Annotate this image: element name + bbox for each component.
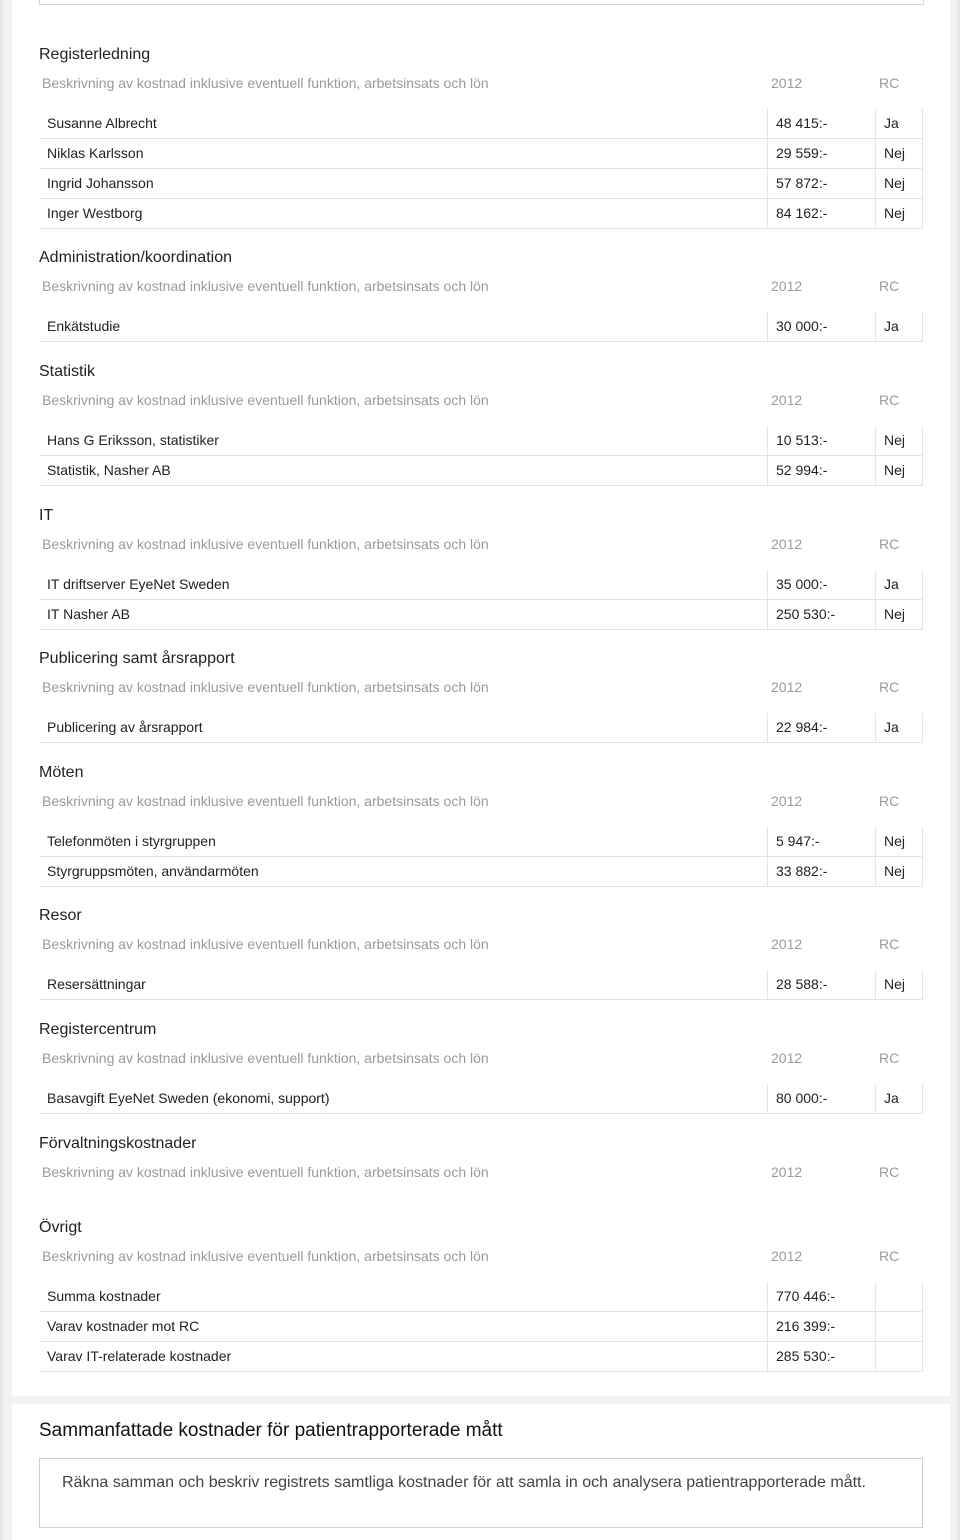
section-title: Publicering samt årsrapport (39, 650, 235, 667)
column-header-description: Beskrivning av kostnad inklusive eventuell funktion, arbetsinsats och lön (42, 679, 489, 695)
cost-rc-flag: Nej (875, 139, 923, 168)
column-header-row (39, 791, 923, 811)
cost-description: Niklas Karlsson (47, 145, 144, 161)
column-header-row (39, 1246, 923, 1266)
section-title: Övrigt (39, 1219, 82, 1236)
section-title: Administration/koordination (39, 249, 232, 266)
column-header-year: 2012 (771, 278, 803, 294)
summary-text: Räkna samman och beskriv registrets samtliga kostnader för att samla in och analysera patientrapporterade mått. (62, 1474, 866, 1491)
cost-amount: 5 947:- (767, 827, 875, 856)
cost-amount: 216 399:- (767, 1312, 875, 1341)
column-header-row (39, 534, 923, 554)
cost-description: Publicering av årsrapport (47, 719, 203, 735)
cost-rc-flag: Nej (875, 827, 923, 856)
cost-rc-flag: Nej (875, 970, 923, 999)
column-header-description: Beskrivning av kostnad inklusive eventuell funktion, arbetsinsats och lön (42, 278, 489, 294)
cost-amount: 33 882:- (767, 857, 875, 886)
cost-rows (39, 827, 923, 887)
column-header-row (39, 73, 923, 93)
cost-rows (39, 109, 923, 229)
cost-description: Summa kostnader (47, 1288, 161, 1304)
column-header-description: Beskrivning av kostnad inklusive eventuell funktion, arbetsinsats och lön (42, 1164, 489, 1180)
column-header-year: 2012 (771, 75, 803, 91)
cost-rc-flag: Nej (875, 600, 923, 629)
cost-section (39, 649, 923, 743)
cost-rows (39, 570, 923, 630)
column-header-rc: RC (879, 392, 900, 408)
column-header-rc: RC (879, 1050, 900, 1066)
column-header-year: 2012 (771, 679, 803, 695)
cost-row (39, 1342, 923, 1372)
cost-description: IT Nasher AB (47, 606, 131, 622)
cost-description: Telefonmöten i styrgruppen (47, 833, 216, 849)
section-title: Förvaltningskostnader (39, 1135, 197, 1152)
cost-amount: 28 588:- (767, 970, 875, 999)
cost-rc-flag: Ja (875, 312, 923, 341)
cost-description: Ingrid Johansson (47, 175, 154, 191)
cost-description: Basavgift EyeNet Sweden (ekonomi, support) (47, 1090, 330, 1106)
cost-amount: 57 872:- (767, 169, 875, 198)
section-title: Registercentrum (39, 1021, 157, 1038)
column-header-rc: RC (879, 278, 900, 294)
cost-rows (39, 312, 923, 342)
column-header-row (39, 1048, 923, 1068)
cost-rc-flag (875, 1342, 923, 1371)
cost-rc-flag: Nej (875, 857, 923, 886)
cost-rc-flag: Ja (875, 570, 923, 599)
cost-amount: 52 994:- (767, 456, 875, 485)
cost-section (39, 506, 923, 630)
cost-amount: 250 530:- (767, 600, 875, 629)
cost-rc-flag: Nej (875, 199, 923, 228)
column-header-rc: RC (879, 1164, 900, 1180)
summary-panel (12, 1404, 950, 1540)
cost-row (39, 1312, 923, 1342)
cost-amount: 10 513:- (767, 426, 875, 455)
cost-amount: 48 415:- (767, 109, 875, 138)
column-header-rc: RC (879, 1248, 900, 1264)
column-header-description: Beskrivning av kostnad inklusive eventuell funktion, arbetsinsats och lön (42, 1050, 489, 1066)
column-header-description: Beskrivning av kostnad inklusive eventuell funktion, arbetsinsats och lön (42, 793, 489, 809)
column-header-description: Beskrivning av kostnad inklusive eventuell funktion, arbetsinsats och lön (42, 536, 489, 552)
cost-panel (12, 0, 950, 1396)
cost-rc-flag (875, 1312, 923, 1341)
cost-section (39, 1134, 923, 1182)
cost-description: Enkätstudie (47, 318, 121, 334)
column-header-description: Beskrivning av kostnad inklusive eventuell funktion, arbetsinsats och lön (42, 75, 489, 91)
column-header-year: 2012 (771, 392, 803, 408)
cost-amount: 80 000:- (767, 1084, 875, 1113)
section-title: Resor (39, 907, 82, 924)
cost-row (39, 312, 923, 342)
cost-row (39, 199, 923, 229)
cost-section (39, 1218, 923, 1372)
cost-description: Styrgruppsmöten, användarmöten (47, 863, 259, 879)
column-header-row (39, 934, 923, 954)
cost-rows (39, 1084, 923, 1114)
cost-section (39, 763, 923, 887)
cost-row (39, 456, 923, 486)
cost-description: Susanne Albrecht (47, 115, 157, 131)
column-header-year: 2012 (771, 1050, 803, 1066)
cost-description: Hans G Eriksson, statistiker (47, 432, 219, 448)
column-header-row (39, 1162, 923, 1182)
cost-description: Varav kostnader mot RC (47, 1318, 200, 1334)
column-header-year: 2012 (771, 536, 803, 552)
cost-rc-flag (875, 1282, 923, 1311)
cost-row (39, 713, 923, 743)
cost-description: Varav IT-relaterade kostnader (47, 1348, 232, 1364)
cost-amount: 285 530:- (767, 1342, 875, 1371)
cost-amount: 84 162:- (767, 199, 875, 228)
column-header-rc: RC (879, 536, 900, 552)
cost-row (39, 426, 923, 456)
cost-rows (39, 426, 923, 486)
section-title: Registerledning (39, 46, 151, 63)
column-header-rc: RC (879, 679, 900, 695)
cost-section (39, 248, 923, 342)
cost-rows (39, 713, 923, 743)
section-title: Statistik (39, 363, 96, 380)
cost-row (39, 600, 923, 630)
cost-row (39, 970, 923, 1000)
section-title: IT (39, 507, 54, 524)
cost-row (39, 1084, 923, 1114)
cost-description: Resersättningar (47, 976, 146, 992)
cost-amount: 770 446:- (767, 1282, 875, 1311)
cost-row (39, 857, 923, 887)
cost-description: IT driftserver EyeNet Sweden (47, 576, 230, 592)
cost-section (39, 362, 923, 486)
cost-rc-flag: Nej (875, 169, 923, 198)
cost-rc-flag: Ja (875, 1084, 923, 1113)
column-header-year: 2012 (771, 793, 803, 809)
column-header-year: 2012 (771, 1248, 803, 1264)
column-header-description: Beskrivning av kostnad inklusive eventuell funktion, arbetsinsats och lön (42, 936, 489, 952)
cost-description: Inger Westborg (47, 205, 143, 221)
cost-section (39, 1020, 923, 1114)
cost-amount: 30 000:- (767, 312, 875, 341)
column-header-rc: RC (879, 936, 900, 952)
page-border-left (0, 0, 3, 1540)
column-header-description: Beskrivning av kostnad inklusive eventuell funktion, arbetsinsats och lön (42, 392, 489, 408)
cost-rows (39, 1282, 923, 1372)
cost-rc-flag: Nej (875, 456, 923, 485)
cost-rows (39, 970, 923, 1000)
column-header-row (39, 390, 923, 410)
cost-row (39, 827, 923, 857)
column-header-year: 2012 (771, 936, 803, 952)
cost-section (39, 906, 923, 1000)
cost-rc-flag: Ja (875, 713, 923, 742)
cost-row (39, 1282, 923, 1312)
cost-rc-flag: Ja (875, 109, 923, 138)
column-header-year: 2012 (771, 1164, 803, 1180)
cost-amount: 22 984:- (767, 713, 875, 742)
cost-amount: 35 000:- (767, 570, 875, 599)
cost-row (39, 139, 923, 169)
previous-section-box (39, 0, 924, 5)
cost-section (39, 45, 923, 229)
cost-row (39, 109, 923, 139)
cost-rc-flag: Nej (875, 426, 923, 455)
column-header-row (39, 276, 923, 296)
cost-row (39, 169, 923, 199)
summary-title: Sammanfattade kostnader för patientrapporterade mått (39, 1420, 503, 1441)
column-header-rc: RC (879, 793, 900, 809)
column-header-description: Beskrivning av kostnad inklusive eventuell funktion, arbetsinsats och lön (42, 1248, 489, 1264)
cost-description: Statistik, Nasher AB (47, 462, 171, 478)
cost-amount: 29 559:- (767, 139, 875, 168)
cost-row (39, 570, 923, 600)
column-header-row (39, 677, 923, 697)
summary-text-box (39, 1458, 923, 1528)
section-title: Möten (39, 764, 84, 781)
column-header-rc: RC (879, 75, 900, 91)
